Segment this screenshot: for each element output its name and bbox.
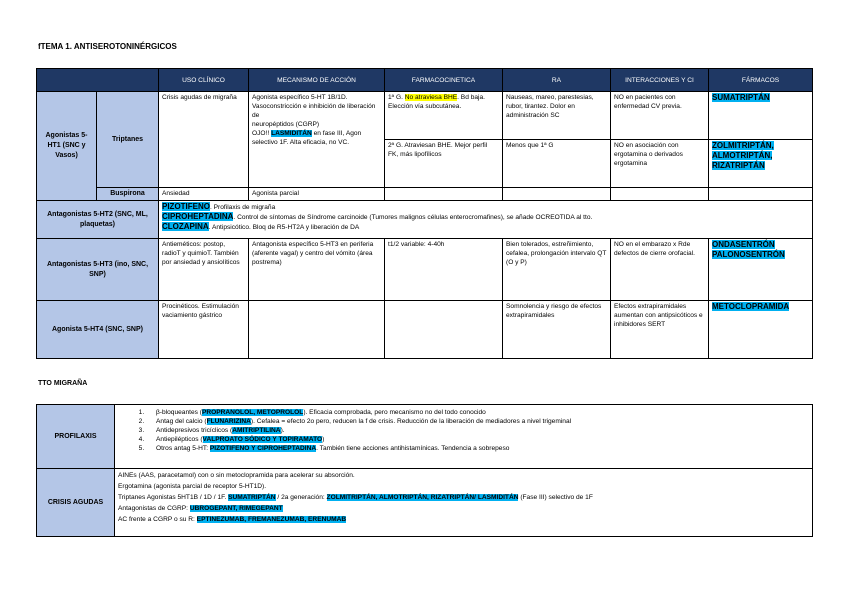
cell-crisis <box>115 469 813 537</box>
cell-empty <box>503 188 611 201</box>
crisis-line-1: AINEs (AAS, paracetamol) con o sin metoclopramida para acelerar su absorción. <box>118 472 355 479</box>
item-drug: PIZOTIFENO Y CIPROHEPTADINA <box>209 445 317 452</box>
row-buspirona <box>37 188 813 201</box>
drug-anticuerpos: EPTINEZUMAB, FREMANEZUMAB, ERENUMAB <box>196 516 347 523</box>
cell-drug-5ht3 <box>709 239 813 301</box>
drug-almotriptan: ALMOTRIPTÁN, <box>712 151 773 160</box>
row-crisis <box>37 469 813 537</box>
cell-empty <box>611 188 709 201</box>
label-triptanes: Triptanes <box>97 92 159 188</box>
cell-uso-buspirona: Ansiedad <box>159 188 249 201</box>
row-triptanes-1 <box>37 92 813 140</box>
drug-rizatriptan: RIZATRIPTÁN <box>712 161 765 170</box>
mec-line-a: Agonista específico 5-HT 1B/1D. <box>252 94 348 101</box>
item-drug: PROPRANOLOL, METOPROLOL <box>201 409 304 416</box>
cell-drug-sumatriptan <box>709 92 813 140</box>
cell-ra-5ht4: Somnolencia y riesgo de efectos extrapiramidales <box>503 301 611 359</box>
drug-zolmitriptan: ZOLMITRIPTÁN, <box>712 141 774 150</box>
row-antagonistas-5ht3 <box>37 239 813 301</box>
cell-antagonistas-5ht2 <box>159 201 813 239</box>
text-pizotifeno: . Profilaxis de migraña <box>210 204 276 211</box>
drug-sumatriptan: SUMATRIPTÁN <box>712 93 770 102</box>
mec-line-c: neuropéptidos (CGRP) <box>252 121 320 128</box>
item-drug: VALPROATO SÓDICO Y TOPIRAMATO <box>202 436 323 443</box>
drug-sumatriptan-crisis: SUMATRIPTÁN <box>228 494 276 501</box>
header-mecanismo: MECANISMO DE ACCIÓN <box>249 69 385 92</box>
drug-metoclopramida: METOCLOPRAMIDA <box>712 302 790 311</box>
item-post: . También tiene acciones antihistamínicas. Tendencia a sobrepeso <box>316 445 510 452</box>
cell-empty <box>709 188 813 201</box>
list-item <box>146 426 809 435</box>
tto-migrana-title: TTO MIGRAÑA <box>38 380 88 387</box>
tto-migrana-table <box>36 404 813 537</box>
item-drug: AMITRIPTILINA <box>232 427 281 434</box>
item-post: ) <box>322 436 325 443</box>
label-buspirona: Buspirona <box>97 188 159 201</box>
item-pre: Antiepilépticos ( <box>156 436 203 443</box>
label-antagonistas-5ht3: Antagonistas 5-HT3 (ino, SNC, SNP) <box>37 239 159 301</box>
cell-ra-1g: Nauseas, mareo, parestesias, rubor, tirantez. Dolor en administración SC <box>503 92 611 140</box>
item-pre: Antag del calcio ( <box>156 418 207 425</box>
label-antagonistas-5ht2: Antagonistas 5-HT2 (SNC, ML, plaquetas) <box>37 201 159 239</box>
list-item <box>146 444 809 453</box>
header-row <box>37 69 813 92</box>
cell-profilaxis <box>115 405 813 469</box>
header-interacciones: INTERACCIONES Y CI <box>611 69 709 92</box>
header-ra: RA <box>503 69 611 92</box>
cell-int-5ht3: NO en el embarazo x Rde defectos de cierre orofacial. <box>611 239 709 301</box>
text-clozapina: . Antipsicótico. Bloq de R5-HT2A y liberación de DA <box>208 224 360 231</box>
crisis-line-5-pre: AC frente a CGRP o su R: <box>118 516 197 523</box>
crisis-line-4-pre: Antagonistas de CGRP: <box>118 505 190 512</box>
cell-mec-5ht3: Antagonista específico 5-HT3 en periferia (aferente vagal) y centro del vómito (área postrema) <box>249 239 385 301</box>
item-post: ). Cefalea = efecto 2o pero, reducen la f de crisis. Reducción de la liberación de mediadores a nivel trigeminal <box>250 418 572 425</box>
cell-fc-2g: 2ª G. Atraviesan BHE. Mejor perfil FK, más lipofílicos <box>385 140 503 188</box>
drug-pizotifeno: PIZOTIFENO <box>162 202 210 211</box>
cell-empty <box>385 188 503 201</box>
fc1-pre: 1ª G. <box>388 94 405 101</box>
cell-uso-triptanes: Crisis agudas de migraña <box>159 92 249 188</box>
cell-uso-5ht4: Procinéticos. Estimulación vaciamiento gástrico <box>159 301 249 359</box>
drug-clozapina: CLOZAPINA <box>162 222 209 231</box>
cell-mec-buspirona: Agonista parcial <box>249 188 385 201</box>
bhe-highlight: No atraviesa BHE <box>404 94 458 101</box>
text-ciproheptadina: . Control de síntomas de Síndrome carcinoide (Tumores malignos células enterocromafines), se añade OCREOTIDA al tto. <box>233 214 593 221</box>
item-post: ). Eficacia comprobada, pero mecanismo no del todo conocido <box>303 409 486 416</box>
cell-int-5ht4: Efectos extrapiramidales aumentan con antipsicóticos e inhibidores SERT <box>611 301 709 359</box>
cell-empty <box>249 301 385 359</box>
cell-ra-2g: Menos que 1ª G <box>503 140 611 188</box>
cell-drug-2g <box>709 140 813 188</box>
list-item <box>146 417 809 426</box>
header-uso: USO CLÍNICO <box>159 69 249 92</box>
item-drug: FLUNARIZINA <box>206 418 251 425</box>
lasmiditan-highlight: LASMIDITÁN <box>271 130 312 137</box>
item-post: ). <box>280 427 285 434</box>
crisis-line-3-mid: / 2a generación: <box>275 494 327 501</box>
label-agonista-5ht4: Agonista 5-HT4 (SNC, SNP) <box>37 301 159 359</box>
mec-line-d: OJO!! <box>252 130 272 137</box>
drug-palonosetron: PALONOSENTRÓN <box>712 250 785 259</box>
label-agonistas-5ht1: Agonistas 5-HT1 (SNC y Vasos) <box>37 92 97 201</box>
crisis-line-3-pre: Triptanes Agonistas 5HT1B / 1D / 1F. <box>118 494 229 501</box>
item-pre: Antidepresivos tricíclicos ( <box>156 427 233 434</box>
label-crisis: CRISIS AGUDAS <box>37 469 115 537</box>
cell-ra-5ht3: Bien tolerados, estreñimiento, cefalea, prolongación intervalo QT (O y P) <box>503 239 611 301</box>
drug-ondansetron: ONDASENTRÓN <box>712 240 775 249</box>
drug-ciproheptadina: CIPROHEPTADINA <box>162 212 234 221</box>
fc1-post: . Bd baja. Elección vía subcutánea. <box>388 94 485 110</box>
cell-fc-5ht3: t1/2 variable: 4-40h <box>385 239 503 301</box>
cell-empty <box>385 301 503 359</box>
header-farmacos: FÁRMACOS <box>709 69 813 92</box>
page-title: fTEMA 1. ANTISEROTONINÉRGICOS <box>38 42 177 51</box>
row-antagonistas-5ht2 <box>37 201 813 239</box>
label-profilaxis: PROFILAXIS <box>37 405 115 469</box>
row-profilaxis <box>37 405 813 469</box>
header-empty <box>37 69 159 92</box>
cell-drug-5ht4 <box>709 301 813 359</box>
profilaxis-list <box>118 408 809 453</box>
crisis-line-2: Ergotamina (agonista parcial de receptor 5-HT1D). <box>118 483 267 490</box>
item-pre: Otros antag 5-HT: <box>156 445 210 452</box>
cell-uso-5ht3: Antieméticos: postop, radioT y quimioT. También por ansiedad y ansiolíticos <box>159 239 249 301</box>
list-item <box>146 408 809 417</box>
list-item <box>146 435 809 444</box>
mec-line-b: Vasoconstricción e inhibición de liberación de <box>252 103 376 119</box>
cell-mecanismo-triptanes <box>249 92 385 188</box>
cell-fc-1g <box>385 92 503 140</box>
cell-int-2: NO en asociación con ergotamina o derivados ergotamina <box>611 140 709 188</box>
drug-triptanes-2g: ZOLMITRIPTÁN, ALMOTRIPTÁN, RIZATRIPTÁN/ LASMIDITÁN <box>326 494 519 501</box>
header-farmacocinetica: FARMACOCINETICA <box>385 69 503 92</box>
drug-gepantes: UBROGEPANT, RIMEGEPANT <box>189 505 283 512</box>
cell-int-1: NO en pacientes con enfermedad CV previa. <box>611 92 709 140</box>
mec-line-d2: en fase III, Agon selectivo 1F. Alta eficacia, no VC. <box>252 130 362 146</box>
item-pre: β-bloqueantes ( <box>156 409 202 416</box>
antiserotoninergic-table <box>36 68 813 359</box>
row-agonista-5ht4 <box>37 301 813 359</box>
crisis-line-3-post: (Fase III) selectivo de 1F <box>518 494 593 501</box>
